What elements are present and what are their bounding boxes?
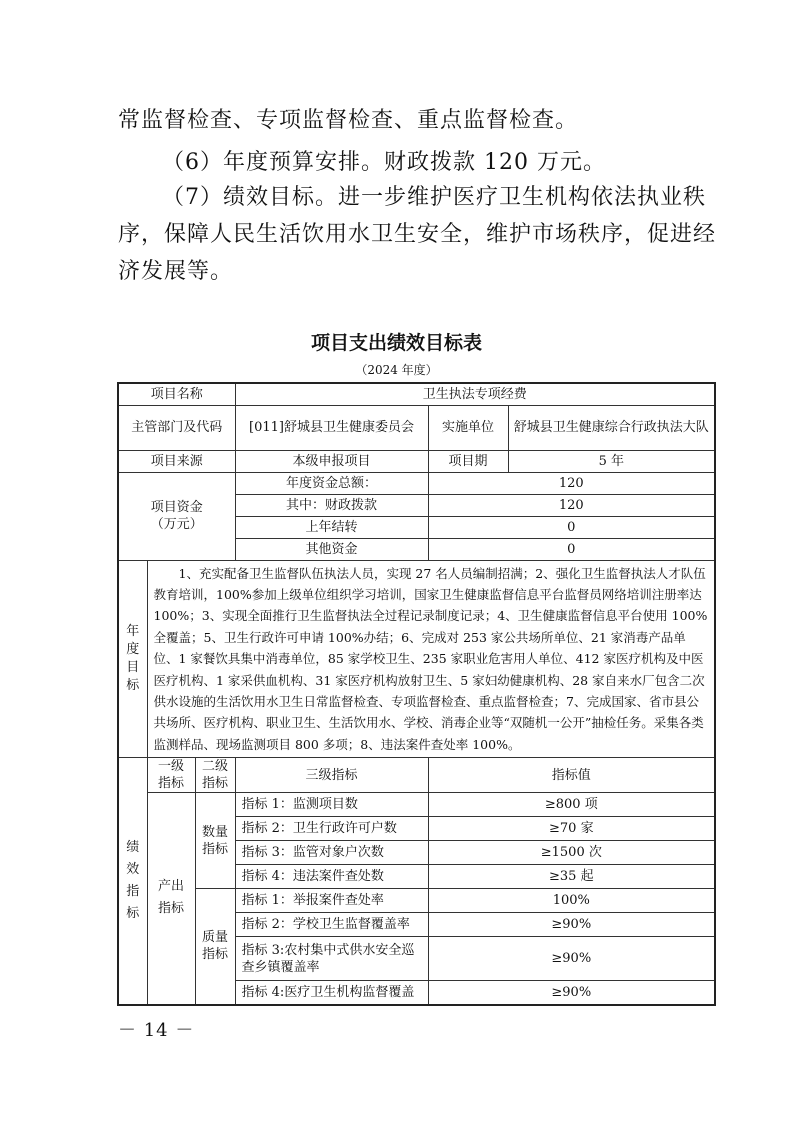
table-row [118, 758, 715, 793]
impl-value: 舒城县卫生健康综合行政执法大队 [508, 405, 715, 450]
funds-unit: （万元） [150, 517, 203, 532]
page-number: － 14 － [118, 1020, 195, 1041]
annual-goal-label-text: 年度目标 [126, 623, 140, 693]
project-name-value: 卫生执法专项经费 [235, 383, 715, 405]
level2-quantity: 数量指标 [195, 793, 235, 889]
indicators-label-text: 绩效指标 [126, 839, 140, 921]
table-row [118, 405, 715, 450]
project-name-label: 项目名称 [118, 383, 235, 405]
period-label: 项目期 [428, 450, 508, 472]
table-row [118, 793, 715, 817]
indicator-value: ≥70 家 [428, 817, 715, 841]
table-row [118, 472, 715, 494]
level1-output: 产出指标 [147, 793, 195, 1005]
fund-item-label: 上年结转 [235, 516, 428, 538]
dept-label: 主管部门及代码 [118, 405, 235, 450]
col-header-value: 指标值 [428, 758, 715, 793]
indicator-value: ≥800 项 [428, 793, 715, 817]
fund-item-label: 其他资金 [235, 538, 428, 560]
fund-item-value: 120 [428, 494, 715, 516]
paragraph-line-5: 济发展等。 [118, 259, 234, 284]
indicator-value: 100% [428, 889, 715, 913]
indicator-name: 指标 1：监测项目数 [235, 793, 428, 817]
indicator-name: 指标 2：学校卫生监督覆盖率 [235, 913, 428, 937]
col-header-level2: 二级指标 [195, 758, 235, 793]
table-year: （2024 年度） [355, 363, 438, 377]
annual-goal-label [118, 560, 147, 758]
indicator-value: ≥90% [428, 913, 715, 937]
col-header-level3: 三级指标 [235, 758, 428, 793]
level2-quality: 质量指标 [195, 889, 235, 1005]
paragraph-line-3: （7）绩效目标。进一步维护医疗卫生机构依法执业秩 [162, 185, 706, 210]
indicator-value: ≥90% [428, 937, 715, 981]
fund-item-label: 其中：财政拨款 [235, 494, 428, 516]
funds-label-cell [118, 472, 235, 560]
indicators-label [118, 758, 147, 1005]
fund-item-value: 0 [428, 538, 715, 560]
performance-target-table [117, 382, 716, 1006]
indicator-name: 指标 2：卫生行政许可户数 [235, 817, 428, 841]
impl-label: 实施单位 [428, 405, 508, 450]
table-row [118, 560, 715, 758]
annual-goal-text: 1、充实配备卫生监督队伍执法人员，实现 27 名人员编制招满；2、强化卫生监督执法人才队伍教育培训，100%参加上级单位组织学习培训，国家卫生健康监督信息平台监督员网络培训注册率达 100%；3、实现全面推行卫生监督执法全过程记录制度记录；4、卫生健康监督信息平台使用 100%全覆盖；5、卫生行政许可申请 100%办结；6、完成对 253 家公共场所单位、21 家消毒产品单位、1 家餐饮具集中消毒单位，85 家学校卫生、235 家职业危害用人单位、412 家医疗机构及中医医疗机构、1 家采供血机构、31 家医疗机构放射卫生、5 家妇幼健康机构、28 家自来水厂包含二次供水设施的生活饮用水卫生日常监督检查、专项监督检查、重点监督检查；7、完成国家、省市县公共场所、医疗机构、职业卫生、生活饮用水、学校、消毒企业等“双随机一公开”抽检任务。采集各类监测样品、现场监测项目 800 多项；8、违法案件查处率 100%。 [147, 560, 715, 758]
indicator-name: 指标 1：举报案件查处率 [235, 889, 428, 913]
period-value: 5 年 [508, 450, 715, 472]
source-value: 本级申报项目 [235, 450, 428, 472]
fund-item-value: 0 [428, 516, 715, 538]
funds-label: 项目资金 [150, 500, 203, 515]
fund-item-label: 年度资金总额： [235, 472, 428, 494]
table-row [118, 450, 715, 472]
table-title: 项目支出绩效目标表 [310, 332, 482, 354]
table-row [118, 383, 715, 405]
indicator-name: 指标 4：违法案件查处数 [235, 865, 428, 889]
indicator-value: ≥1500 次 [428, 841, 715, 865]
indicator-name: 指标 3:农村集中式供水安全巡查乡镇覆盖率 [235, 937, 428, 981]
fund-item-value: 120 [428, 472, 715, 494]
indicator-name: 指标 4:医疗卫生机构监督覆盖 [235, 981, 428, 1005]
indicator-value: ≥90% [428, 981, 715, 1005]
paragraph-line-4: 序，保障人民生活饮用水卫生安全，维护市场秩序，促进经 [118, 222, 717, 247]
col-header-level1: 一级指标 [147, 758, 195, 793]
paragraph-line-2: （6）年度预算安排。财政拨款 120 万元。 [162, 150, 606, 175]
dept-value: [011]舒城县卫生健康委员会 [235, 405, 428, 450]
indicator-value: ≥35 起 [428, 865, 715, 889]
paragraph-line-1: 常监督检查、专项监督检查、重点监督检查。 [118, 108, 579, 133]
source-label: 项目来源 [118, 450, 235, 472]
table-row [118, 889, 715, 913]
indicator-name: 指标 3：监管对象户次数 [235, 841, 428, 865]
